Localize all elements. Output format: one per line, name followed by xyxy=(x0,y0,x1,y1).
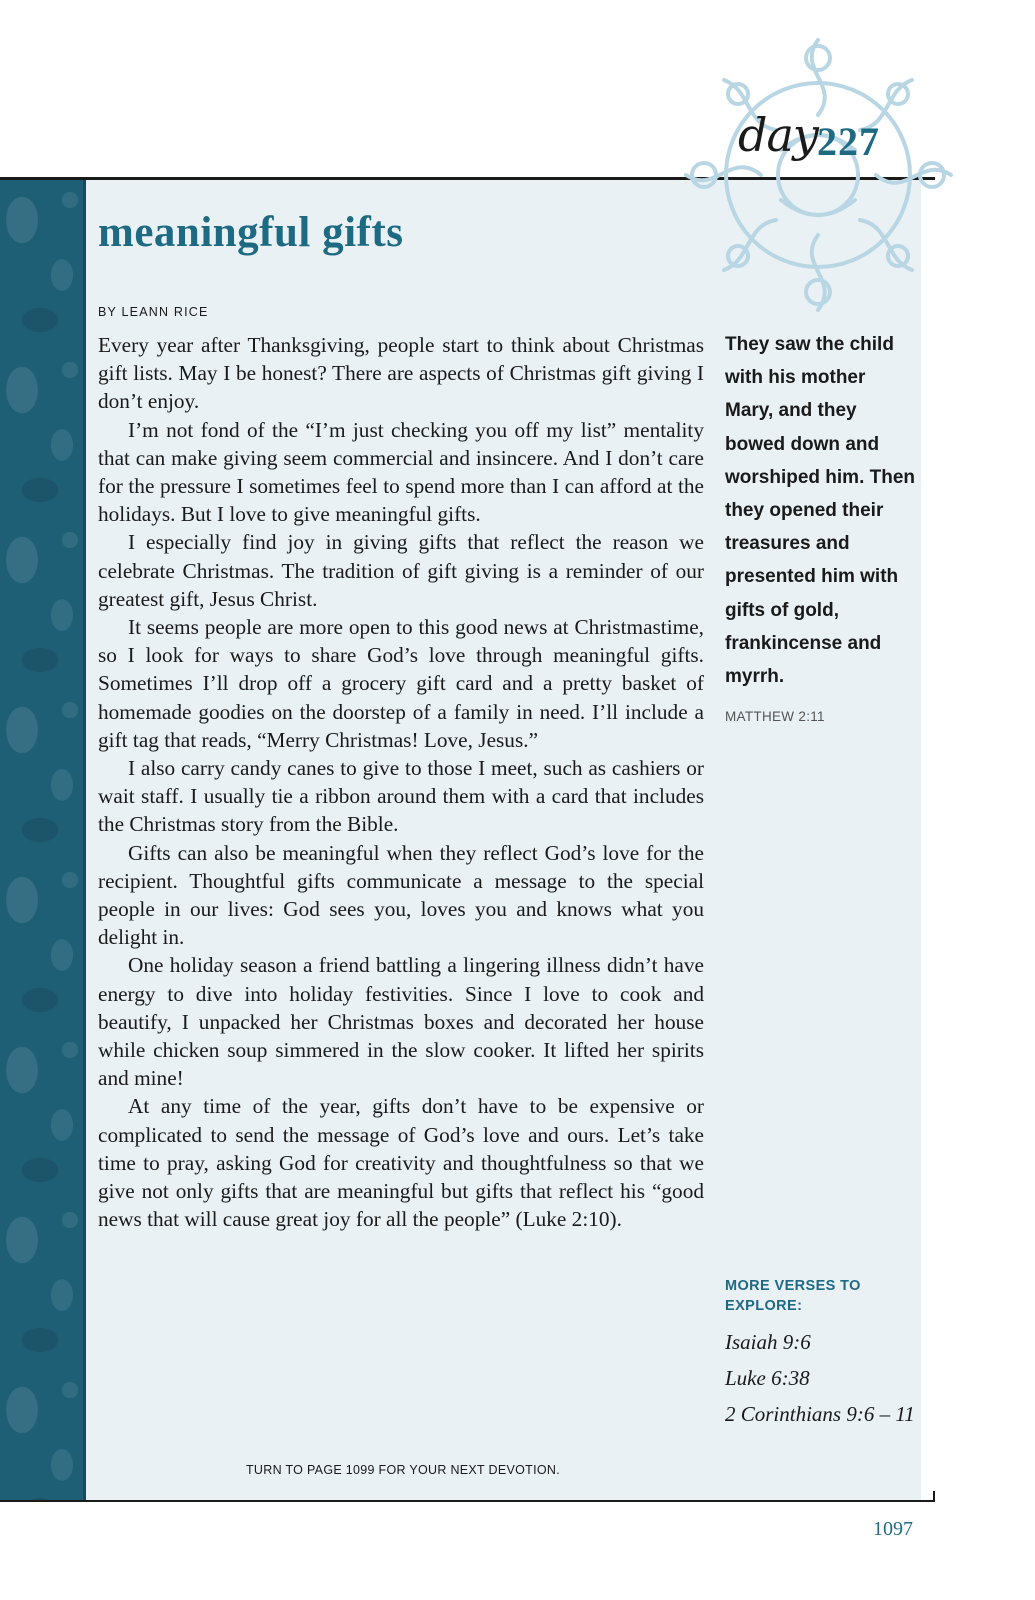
body-paragraph: Gifts can also be meaningful when they reflect God’s love for the recipient. Thoughtful gifts communicate a message to the special people in our lives: God sees you, loves you and knows what you delight in. xyxy=(98,840,704,950)
author-byline: BY LEANN RICE xyxy=(98,305,209,319)
scripture-reference: MATTHEW 2:11 xyxy=(725,709,825,724)
verse-link: Luke 6:38 xyxy=(725,1366,810,1390)
more-verses-heading: MORE VERSES TO EXPLORE: xyxy=(725,1278,861,1314)
day-number: 227 xyxy=(817,119,880,164)
more-verses-list xyxy=(725,1324,915,1432)
bottom-rule xyxy=(0,1500,935,1502)
body-paragraph: I especially find joy in giving gifts that reflect the reason we celebrate Christmas. The tradition of gift giving is a reminder of our greatest gift, Jesus Christ. xyxy=(98,530,704,611)
scripture-quote: They saw the child with his mother Mary, and they bowed down and worshiped him. Then they opened their treasures and presented him with gifts of gold, frankincense and myrrh. xyxy=(725,334,916,688)
body-paragraph: I also carry candy canes to give to those I meet, such as cashiers or wait staff. I usually tie a ribbon around them with a card that includes the Christmas story from the Bible. xyxy=(98,756,704,837)
damask-side-band xyxy=(0,180,86,1500)
day-label: day xyxy=(738,108,818,162)
bottom-rule-tick xyxy=(933,1491,935,1502)
page-number: 1097 xyxy=(873,1518,913,1540)
devotion-body xyxy=(98,331,704,1234)
body-paragraph: One holiday season a friend battling a lingering illness didn’t have energy to dive into holiday festivities. Since I love to cook and beautify, I unpacked her Christmas boxes and decorated her house while chicken soup simmered in the slow cooker. It lifted her spirits and mine! xyxy=(98,953,704,1091)
verse-link: Isaiah 9:6 xyxy=(725,1330,811,1354)
body-paragraph: At any time of the year, gifts don’t have to be expensive or complicated to send the message of God’s love and ours. Let’s take time to pray, asking God for creativity and thoughtfulness so that we give not only gifts that are meaningful but gifts that reflect his “good news that will cause great joy for all the people” (Luke 2:10). xyxy=(98,1094,704,1232)
next-devotion-note: TURN TO PAGE 1099 FOR YOUR NEXT DEVOTION. xyxy=(246,1463,560,1477)
body-paragraph: Every year after Thanksgiving, people start to think about Christmas gift lists. May I be honest? There are aspects of Christmas gift giving I don’t enjoy. xyxy=(98,333,704,414)
devotion-title: meaningful gifts xyxy=(98,209,404,256)
snowflake-ornament-icon xyxy=(676,30,961,320)
verse-link: 2 Corinthians 9:6 – 11 xyxy=(725,1402,915,1426)
body-paragraph: It seems people are more open to this good news at Christmastime, so I look for ways to share God’s love through meaningful gifts. Sometimes I’ll drop off a grocery gift card and a pretty basket of homemade goodies on the doorstep of a family in need. I’ll include a gift tag that reads, “Merry Christmas! Love, Jesus.” xyxy=(98,615,704,752)
body-paragraph: I’m not fond of the “I’m just checking you off my list” mentality that can make giving seem commercial and insincere. And I don’t care for the pressure I sometimes feel to spend more than I can afford at the holidays. But I love to give meaningful gifts. xyxy=(98,417,704,527)
